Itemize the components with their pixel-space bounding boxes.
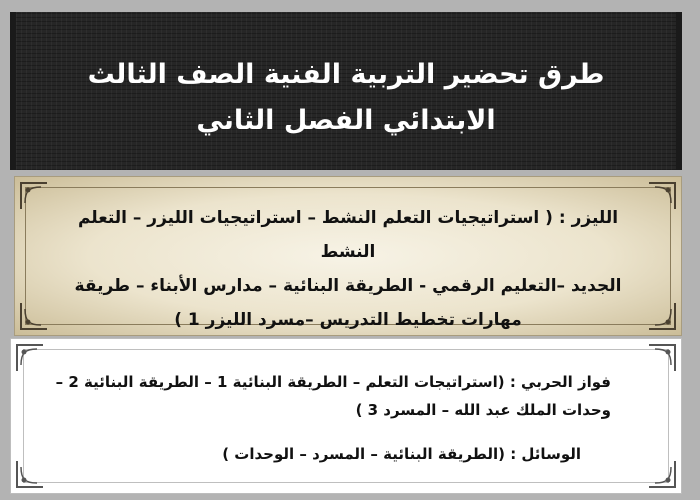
laser-methods-text	[55, 201, 641, 337]
corner-ornament-icon	[647, 459, 677, 489]
title-line-1: طرق تحضير التربية الفنية الصف الثالث	[87, 59, 605, 90]
page-title	[16, 52, 676, 144]
laser-line-2: الجديد –التعليم الرقمي - الطريقة البنائية – مدارس الأبناء – طريقة	[74, 276, 622, 296]
fawaz-line-2: وحدات الملك عبد الله – المسرد 3 )	[355, 401, 611, 419]
laser-line-1: الليزر : ( استراتيجيات التعلم النشط – استراتيجيات الليزر – التعلم النشط	[77, 208, 619, 262]
title-line-2: الابتدائي الفصل الثاني	[196, 105, 496, 136]
title-panel	[10, 12, 682, 170]
corner-ornament-icon	[19, 301, 49, 331]
laser-methods-panel	[14, 176, 682, 336]
fawaz-methods-panel	[10, 338, 682, 494]
corner-ornament-icon	[647, 181, 677, 211]
tools-line: الوسائل : (الطريقة البنائية – المسرد – الوحدات )	[222, 445, 581, 463]
corner-ornament-icon	[647, 343, 677, 373]
fawaz-line-1: فواز الحربي : (استراتيجات التعلم – الطريقة البنائية 1 – الطريقة البنائية 2 –	[55, 373, 611, 391]
corner-ornament-icon	[15, 459, 45, 489]
laser-line-3: مهارات تخطيط التدريس –مسرد الليزر 1 )	[174, 310, 522, 330]
corner-ornament-icon	[647, 301, 677, 331]
corner-ornament-icon	[19, 181, 49, 211]
corner-ornament-icon	[15, 343, 45, 373]
